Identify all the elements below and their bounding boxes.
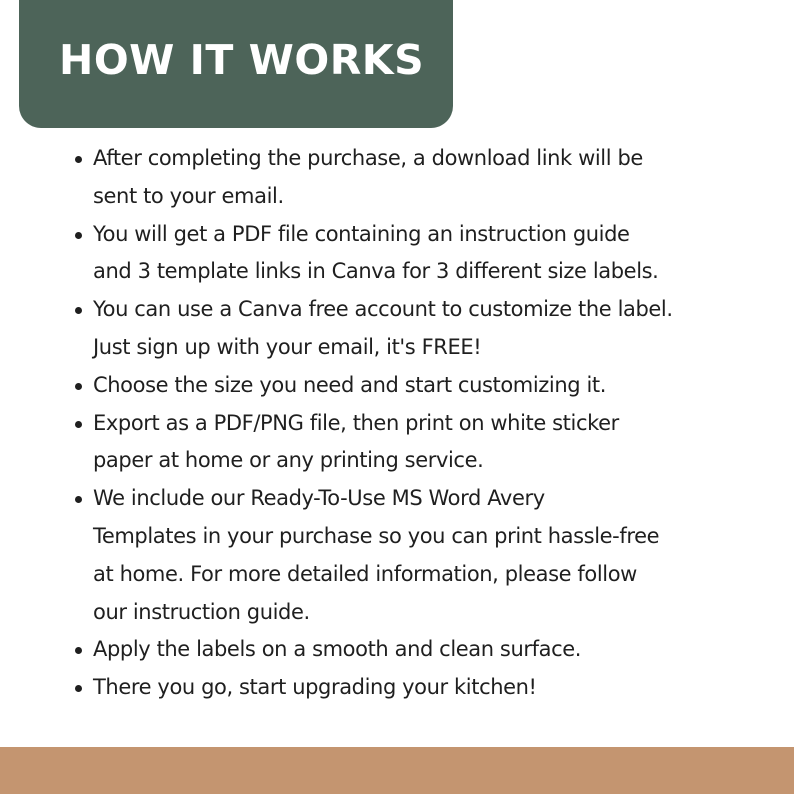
list-item-text: Templates in your purchase so you can print hassle-free bbox=[93, 523, 660, 548]
bullet-icon bbox=[75, 156, 82, 163]
list-item bbox=[74, 480, 774, 631]
bullet-icon bbox=[75, 383, 82, 390]
bullet-icon bbox=[75, 421, 82, 428]
steps-list bbox=[74, 140, 774, 707]
list-item bbox=[74, 631, 774, 669]
header-banner bbox=[19, 0, 453, 128]
list-item-text: Choose the size you need and start customizing it. bbox=[93, 372, 607, 397]
bullet-icon bbox=[75, 496, 82, 503]
list-item-text: You can use a Canva free account to customize the label. bbox=[93, 297, 673, 322]
list-item-text: After completing the purchase, a download link will be bbox=[93, 146, 643, 170]
footer-band bbox=[0, 747, 794, 794]
bullet-icon bbox=[75, 685, 82, 692]
list-item bbox=[74, 216, 774, 292]
list-item bbox=[74, 669, 774, 707]
bullet-icon bbox=[75, 647, 82, 654]
page-title: HOW IT WORKS bbox=[59, 36, 425, 84]
list-item bbox=[74, 140, 774, 216]
list-item-text: at home. For more detailed information, please follow bbox=[93, 561, 637, 586]
list-item-text: our instruction guide. bbox=[93, 599, 310, 624]
list-item bbox=[74, 291, 774, 367]
list-item-text: paper at home or any printing service. bbox=[93, 448, 484, 473]
bullet-icon bbox=[75, 307, 82, 314]
list-item-text: You will get a PDF file containing an instruction guide bbox=[93, 221, 630, 246]
list-item-text: Just sign up with your email, it's FREE! bbox=[93, 334, 482, 359]
list-item-text: and 3 template links in Canva for 3 different size labels. bbox=[93, 259, 659, 284]
list-item-text: We include our Ready-To-Use MS Word Avery bbox=[93, 486, 545, 511]
list-item-text: Export as a PDF/PNG file, then print on white sticker bbox=[93, 410, 619, 435]
list-item bbox=[74, 367, 774, 405]
list-item-text: sent to your email. bbox=[93, 183, 284, 208]
bullet-icon bbox=[75, 232, 82, 239]
list-item-text: Apply the labels on a smooth and clean surface. bbox=[93, 637, 582, 662]
list-item-text: There you go, start upgrading your kitchen! bbox=[93, 675, 537, 700]
list-item bbox=[74, 405, 774, 481]
